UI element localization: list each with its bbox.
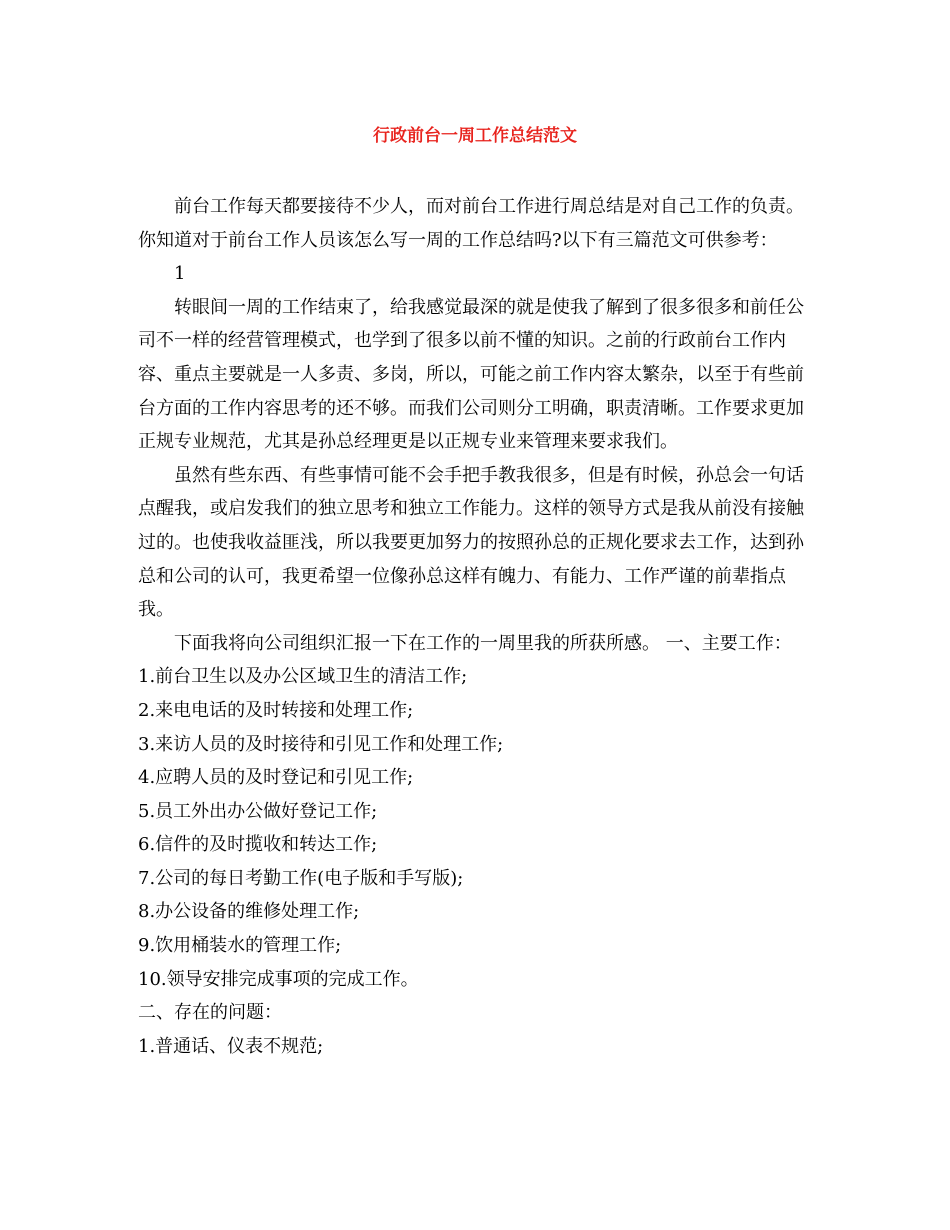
work-item: 2.来电电话的及时转接和处理工作;: [138, 699, 414, 721]
work-item: 4.应聘人员的及时登记和引见工作;: [138, 767, 414, 789]
work-item: 7.公司的每日考勤工作(电子版和手写版);: [138, 867, 464, 889]
work-item: 6.信件的及时揽收和转达工作;: [138, 834, 378, 856]
work-item: 8.办公设备的维修处理工作;: [138, 901, 360, 923]
problem-item: 1.普通话、仪表不规范;: [138, 1035, 324, 1057]
body-paragraph-2: 虽然有些东西、有些事情可能不会手把手教我很多，但是有时候，孙总会一句话点醒我，或启发我们的独立思考和独立工作能力。这样的领导方式是我从前没有接触过的。也使我收益匪浅，所以我要更加努力的按照孙总的正规化要求去工作，达到孙总和公司的认可，我更希望一位像孙总这样有魄力、有能力、工作严谨的前辈指点我。: [138, 464, 804, 621]
body-paragraph-1: 转眼间一周的工作结束了，给我感觉最深的就是使我了解到了很多很多和前任公司不一样的经营管理模式，也学到了很多以前不懂的知识。之前的行政前台工作内容、重点主要就是一人多责、多岗，所以，可能之前工作内容太繁杂，以至于有些前台方面的工作内容思考的还不够。而我们公司则分工明确，职责清晰。工作要求更加正规专业规范，尤其是孙总经理更是以正规专业来管理来要求我们。: [138, 296, 804, 453]
document-title: 行政前台一周工作总结范文: [373, 126, 577, 146]
report-intro-paragraph: 下面我将向公司组织汇报一下在工作的一周里我的所获所感。 一、主要工作：: [174, 632, 792, 654]
sample-number: 1: [174, 263, 186, 285]
work-item: 10.领导安排完成事项的完成工作。: [138, 968, 419, 990]
intro-paragraph: 前台工作每天都要接待不少人，而对前台工作进行周总结是对自己工作的负责。你知道对于前台工作人员该怎么写一周的工作总结吗?以下有三篇范文可供参考：: [138, 196, 804, 251]
work-item: 5.员工外出办公做好登记工作;: [138, 800, 378, 822]
problems-heading: 二、存在的问题：: [138, 1002, 282, 1024]
work-item: 9.饮用桶装水的管理工作;: [138, 935, 342, 957]
document-body: [138, 190, 818, 1063]
work-item: 3.来访人员的及时接待和引见工作和处理工作;: [138, 733, 504, 755]
work-item: 1.前台卫生以及办公区域卫生的清洁工作;: [138, 666, 468, 688]
